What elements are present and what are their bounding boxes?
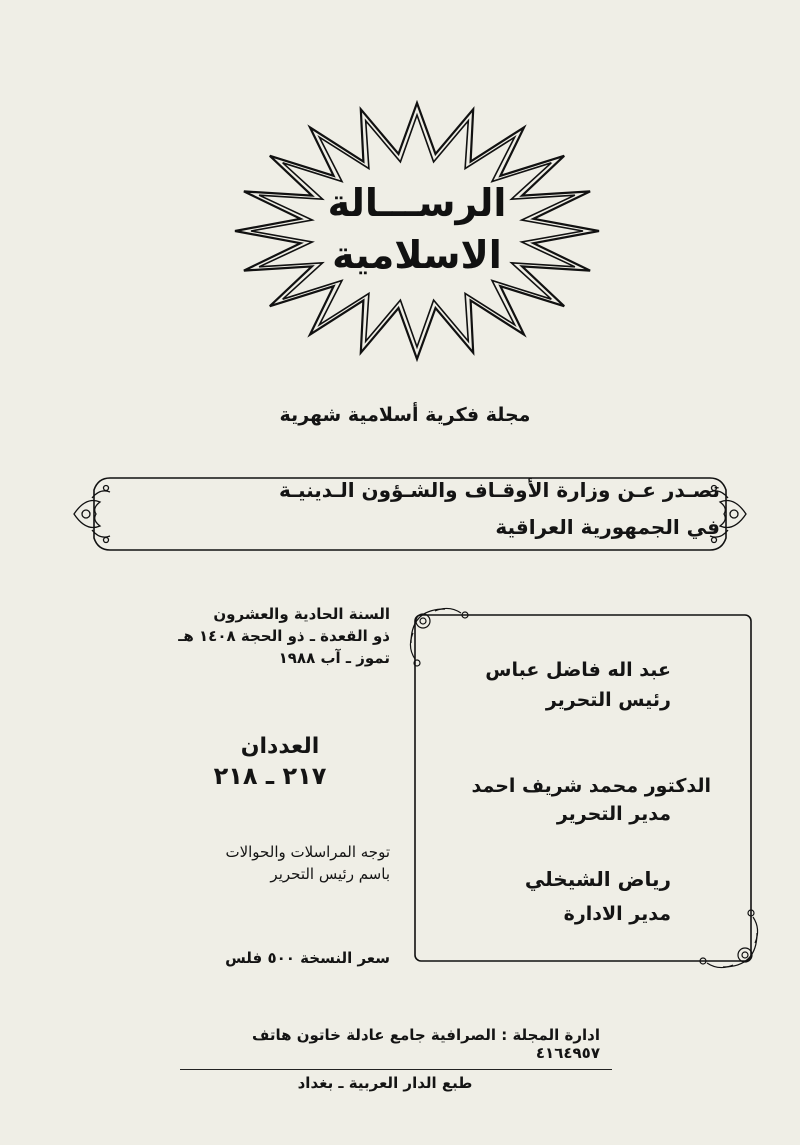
masthead-star-logo [232, 100, 602, 362]
gregorian-date: تموز ـ آب ١٩٨٨ [278, 649, 390, 667]
volume-year: السنة الحادية والعشرون [213, 605, 390, 623]
issue-numbers: ٢١٧ ـ ٢١٨ [213, 762, 327, 790]
ornament-left-icon [74, 486, 110, 543]
hijri-date: ذو القعدة ـ ذو الحجة ١٤٠٨ هـ [178, 627, 390, 645]
banner-line-1: تصـدر عـن وزارة الأوقـاف والشـؤون الـدينيـة [279, 478, 720, 502]
star-outline-inner [251, 115, 583, 347]
managing-editor-role: مدير التحرير [556, 803, 671, 825]
office-address: ادارة المجلة : الصرافية جامع عادلة خاتون هاتف ٤١٦٤٩٥٧ [251, 1026, 600, 1062]
copy-price: سعر النسخة ٥٠٠ فلس [225, 949, 390, 967]
star-outline-outer [235, 103, 599, 359]
masthead-line-1: الرســـالة [327, 181, 507, 225]
corner-ornament-top-left-icon [410, 608, 468, 666]
publisher-banner [70, 468, 750, 560]
correspondence-note-2: باسم رئيس التحرير [270, 865, 390, 883]
magazine-subtitle: مجلة فكرية أسلامية شهرية [279, 404, 531, 426]
correspondence-note-1: توجه المراسلات والحوالات [225, 843, 390, 861]
editor-in-chief-name: عبد اله فاضل عباس [485, 659, 671, 681]
administration-manager-name: رياض الشيخلي [524, 867, 671, 891]
editor-in-chief-role: رئيس التحرير [545, 689, 671, 711]
footer-divider [180, 1069, 612, 1070]
editorial-staff-frame [405, 603, 763, 973]
banner-line-2: في الجمهورية العراقية [495, 515, 720, 539]
issues-label: العددان [240, 734, 320, 759]
corner-ornament-bottom-right-icon [700, 910, 758, 968]
managing-editor-name: الدكتور محمد شريف احمد [471, 775, 711, 797]
printer-credit: طبع الدار العربية ـ بغداد [297, 1074, 473, 1092]
administration-manager-role: مدير الادارة [563, 903, 671, 925]
masthead-line-2: الاسلامية [332, 233, 502, 277]
